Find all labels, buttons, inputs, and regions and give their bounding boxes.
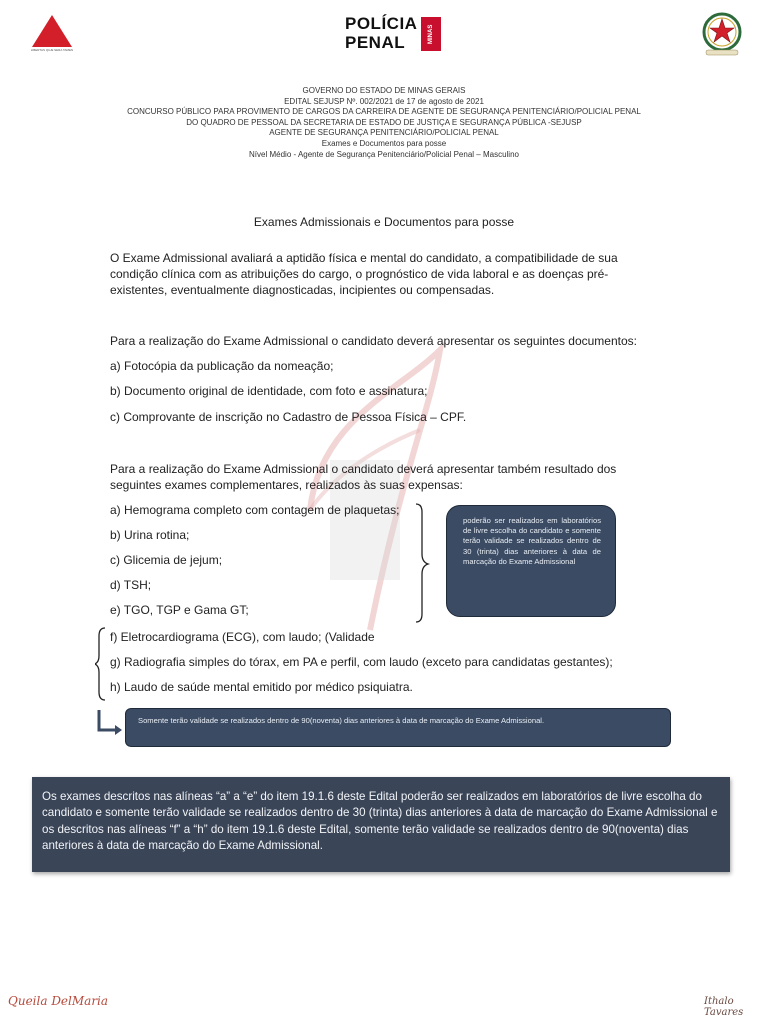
documents-intro: Para a realização do Exame Admissional o candidato deverá apresentar os seguintes documentos: xyxy=(110,334,637,348)
document-item: b) Documento original de identidade, com foto e assinatura; xyxy=(110,384,428,398)
exam-item: f) Eletrocardiograma (ECG), com laudo; (Validade xyxy=(110,630,375,644)
exam-item: h) Laudo de saúde mental emitido por médico psiquiatra. xyxy=(110,680,413,694)
header-line: EDITAL SEJUSP Nº. 002/2021 de 17 de agosto de 2021 xyxy=(284,96,484,106)
header-line: CONCURSO PÚBLICO PARA PROVIMENTO DE CARGOS DA CARREIRA DE AGENTE DE SEGURANÇA PENITENCIÁRIO/POLICIAL PENAL xyxy=(127,107,641,117)
exam-item: a) Hemograma completo com contagem de plaquetas; xyxy=(110,503,400,517)
policia-penal-logo xyxy=(345,14,454,53)
exam-item: c) Glicemia de jejum; xyxy=(110,553,223,567)
header-line: AGENTE DE SEGURANÇA PENITENCIÁRIO/POLICIAL PENAL xyxy=(269,128,499,138)
header-line: GOVERNO DO ESTADO DE MINAS GERAIS xyxy=(302,86,466,95)
section-title: Exames Admissionais e Documentos para posse xyxy=(253,215,515,229)
edital-header xyxy=(60,86,708,160)
validity-30-days-callout: poderão ser realizados em laboratórios de livre escolha do candidato e somente terão validade se realizados dentro de 30 (trinta) dias anteriores à data de marcação do Exame Admissional xyxy=(446,505,616,617)
header-line: DO QUADRO DE PESSOAL DA SECRETARIA DE ESTADO DE JUSTIÇA E SEGURANÇA PÚBLICA -SEJUSP xyxy=(186,117,582,127)
brand-line-1: POLÍCIA xyxy=(345,14,418,33)
header-line: Nível Médio - Agente de Segurança Penitenciário/Policial Penal – Masculino xyxy=(249,149,519,159)
validity-90-days-callout: Somente terão validade se realizados dentro de 90(noventa) dias anteriores à data de marcação do Exame Admissional. xyxy=(125,708,671,747)
exam-item: d) TSH; xyxy=(110,578,152,592)
signature-right: Ithalo Tavares xyxy=(704,996,744,1018)
bracket-annotations xyxy=(95,498,435,738)
exam-item: g) Radiografia simples do tórax, em PA e perfil, com laudo (exceto para candidatas gestantes); xyxy=(110,655,613,669)
intro-paragraph: O Exame Admissional avaliará a aptidão física e mental do candidato, a compatibilidade de sua condição clínica com as atribuições do cargo, o prognóstico de vida laboral e as doenças pré-existentes, eventualmente diagnosticadas, incipientes ou compensadas. xyxy=(110,251,618,297)
signature-left: Queila DelMaria xyxy=(8,994,109,1008)
summary-notice: Os exames descritos nas alíneas “a” a “e” do item 19.1.6 deste Edital poderão ser realizados em laboratórios de livre escolha do candidato e somente terão validade se realizados dentro de 30 (trinta) dias anteriores à data de marcação do Exame Admissional e os descritos nas alíneas “f” a “h” do item 19.1.6 deste Edital, somente terão validade se realizados dentro de 90(noventa) dias anteriores à data de marcação do Exame Admissional. xyxy=(32,777,730,872)
document-item: a) Fotocópia da publicação da nomeação; xyxy=(110,359,334,373)
minas-gerais-flag-logo xyxy=(30,14,74,54)
brand-tag: MINAS GERAIS xyxy=(421,17,441,51)
header-line: Exames e Documentos para posse xyxy=(321,138,447,148)
exam-item: b) Urina rotina; xyxy=(110,528,190,542)
brand-line-2: PENAL xyxy=(345,33,406,52)
exams-intro: Para a realização do Exame Admissional o candidato deverá apresentar também resultado dos seguintes exames complementares, realizados às suas expensas: xyxy=(110,462,617,492)
state-seal-icon xyxy=(696,10,748,58)
logo-motto: LIBERTAS QUÆ SERA TAMEN xyxy=(30,48,74,52)
exam-item: e) TGO, TGP e Gama GT; xyxy=(110,603,249,617)
document-item: c) Comprovante de inscrição no Cadastro de Pessoa Física – CPF. xyxy=(110,410,467,424)
